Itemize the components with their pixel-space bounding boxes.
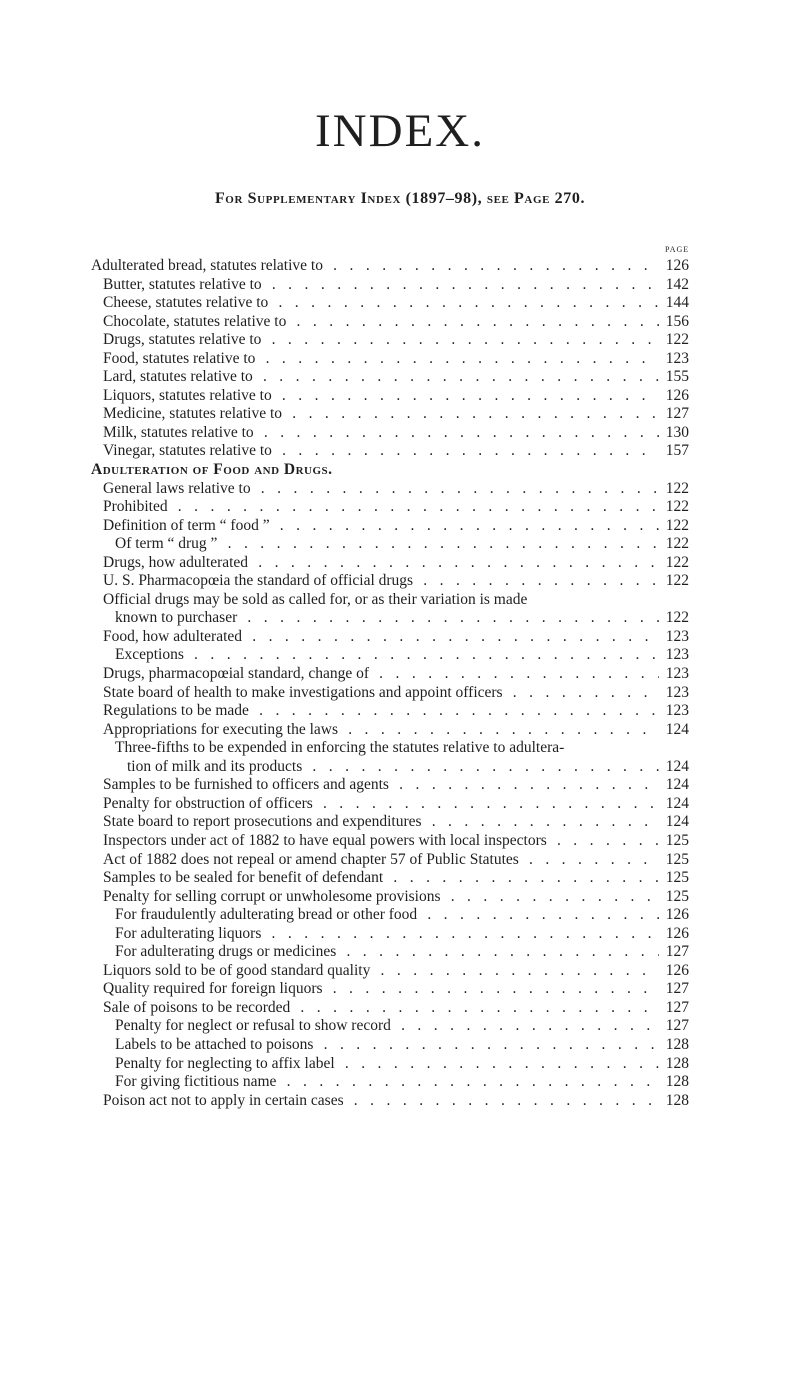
page-number: 124 (659, 776, 689, 795)
index-entry: tion of milk and its products . . . 124 (91, 758, 689, 777)
index-entry: State board to report prosecutions and expenditures . . . 124 (91, 813, 689, 832)
page-number: 127 (659, 1017, 689, 1036)
index-entry: Regulations to be made . . . 123 (91, 702, 689, 721)
page-number: 125 (659, 888, 689, 907)
page-number: 123 (659, 628, 689, 647)
page-number: 123 (659, 350, 689, 369)
page-number: 128 (659, 1055, 689, 1074)
page-number: 125 (659, 869, 689, 888)
page-number: 126 (659, 906, 689, 925)
index-entry: Penalty for selling corrupt or unwholesome provisions . . . 125 (91, 888, 689, 907)
index-entry: For adulterating liquors . . . 126 (91, 925, 689, 944)
index-entry: General laws relative to . . . 122 (91, 480, 689, 499)
index-entry: Liquors sold to be of good standard quality . . . 126 (91, 962, 689, 981)
index-entry: Butter, statutes relative to . . . 142 (91, 276, 689, 295)
page-number: 122 (659, 554, 689, 573)
index-entry-wrapped: Official drugs may be sold as called for, or as their variation is made (103, 590, 528, 608)
page-number: 128 (659, 1092, 689, 1111)
index-entry: Of term “ drug ” . . . 122 (91, 535, 689, 554)
index-entries (91, 257, 689, 1110)
index-entry: Penalty for obstruction of officers . . . 124 (91, 795, 689, 814)
index-entry: Penalty for neglecting to affix label . . . 128 (91, 1055, 689, 1074)
index-entry: Labels to be attached to poisons . . . 128 (91, 1036, 689, 1055)
index-entry: Adulterated bread, statutes relative to . . . 126 (91, 257, 689, 276)
section-heading: Adulteration of Food and Drugs. (91, 461, 333, 479)
index-entry: Food, how adulterated . . . 123 (91, 628, 689, 647)
index-entry: Poison act not to apply in certain cases . . . 128 (91, 1092, 689, 1111)
index-entry: Sale of poisons to be recorded . . . 127 (91, 999, 689, 1018)
page-number: 142 (659, 276, 689, 295)
page-number: 125 (659, 851, 689, 870)
page-number: 123 (659, 702, 689, 721)
index-entry: For adulterating drugs or medicines . . . 127 (91, 943, 689, 962)
page-number: 124 (659, 813, 689, 832)
page-number: 123 (659, 646, 689, 665)
page-number: 128 (659, 1036, 689, 1055)
index-entry: Appropriations for executing the laws . . . 124 (91, 721, 689, 740)
index-entry: Prohibited . . . 122 (91, 498, 689, 517)
index-entry: Medicine, statutes relative to . . . 127 (91, 405, 689, 424)
page-number: 126 (659, 257, 689, 276)
index-entry: Drugs, how adulterated . . . 122 (91, 554, 689, 573)
subtitle: For Supplementary Index (1897–98), see Page 270. (214, 190, 586, 207)
page-number: 124 (659, 795, 689, 814)
page-number: 122 (659, 498, 689, 517)
page-number: 126 (659, 925, 689, 944)
page-number: 124 (659, 721, 689, 740)
index-entry: Drugs, pharmacopœial standard, change of . . . 123 (91, 665, 689, 684)
page-number: 122 (659, 609, 689, 628)
page-number: 157 (659, 442, 689, 461)
index-entry: Definition of term “ food ” . . . 122 (91, 517, 689, 536)
index-entry: Lard, statutes relative to . . . 155 (91, 368, 689, 387)
index-entry: Liquors, statutes relative to . . . 126 (91, 387, 689, 406)
index-entry: For fraudulently adulterating bread or other food . . . 126 (91, 906, 689, 925)
page-number: 122 (659, 572, 689, 591)
page-number: 130 (659, 424, 689, 443)
page-number: 126 (659, 962, 689, 981)
index-entry: For giving fictitious name . . . 128 (91, 1073, 689, 1092)
page-number: 122 (659, 535, 689, 554)
index-entry: Milk, statutes relative to . . . 130 (91, 424, 689, 443)
index-entry: Vinegar, statutes relative to . . . 157 (91, 442, 689, 461)
page-number: 122 (659, 480, 689, 499)
page-number: 127 (659, 943, 689, 962)
index-entry: Exceptions . . . 123 (91, 646, 689, 665)
page-title: INDEX. (315, 105, 485, 157)
page-number: 123 (659, 665, 689, 684)
index-entry: Food, statutes relative to . . . 123 (91, 350, 689, 369)
page-number: 122 (659, 331, 689, 350)
index-entry: State board of health to make investigations and appoint officers . . . 123 (91, 684, 689, 703)
page-number: 128 (659, 1073, 689, 1092)
page-number: 124 (659, 758, 689, 777)
index-entry: Cheese, statutes relative to . . . 144 (91, 294, 689, 313)
index-entry: known to purchaser . . . 122 (91, 609, 689, 628)
index-entry: Inspectors under act of 1882 to have equal powers with local inspectors . . . 125 (91, 832, 689, 851)
page-column-label: PAGE (665, 245, 690, 254)
index-entry: Chocolate, statutes relative to . . . 156 (91, 313, 689, 332)
page-number: 156 (659, 313, 689, 332)
page-number: 127 (659, 980, 689, 999)
page-number: 127 (659, 405, 689, 424)
page-number: 126 (659, 387, 689, 406)
index-entry: Penalty for neglect or refusal to show record . . . 127 (91, 1017, 689, 1036)
index-entry-wrapped: Three-fifths to be expended in enforcing the statutes relative to adultera- (115, 739, 565, 757)
page-number: 144 (659, 294, 689, 313)
page-number: 125 (659, 832, 689, 851)
index-entry: Samples to be sealed for benefit of defendant . . . 125 (91, 869, 689, 888)
index-entry: U. S. Pharmacopœia the standard of official drugs . . . 122 (91, 572, 689, 591)
index-entry: Samples to be furnished to officers and agents . . . 124 (91, 776, 689, 795)
page-number: 123 (659, 684, 689, 703)
page-number: 122 (659, 517, 689, 536)
index-entry: Quality required for foreign liquors . . . 127 (91, 980, 689, 999)
index-entry: Drugs, statutes relative to . . . 122 (91, 331, 689, 350)
page-number: 155 (659, 368, 689, 387)
index-entry: Act of 1882 does not repeal or amend chapter 57 of Public Statutes . . . 125 (91, 851, 689, 870)
page-number: 127 (659, 999, 689, 1018)
